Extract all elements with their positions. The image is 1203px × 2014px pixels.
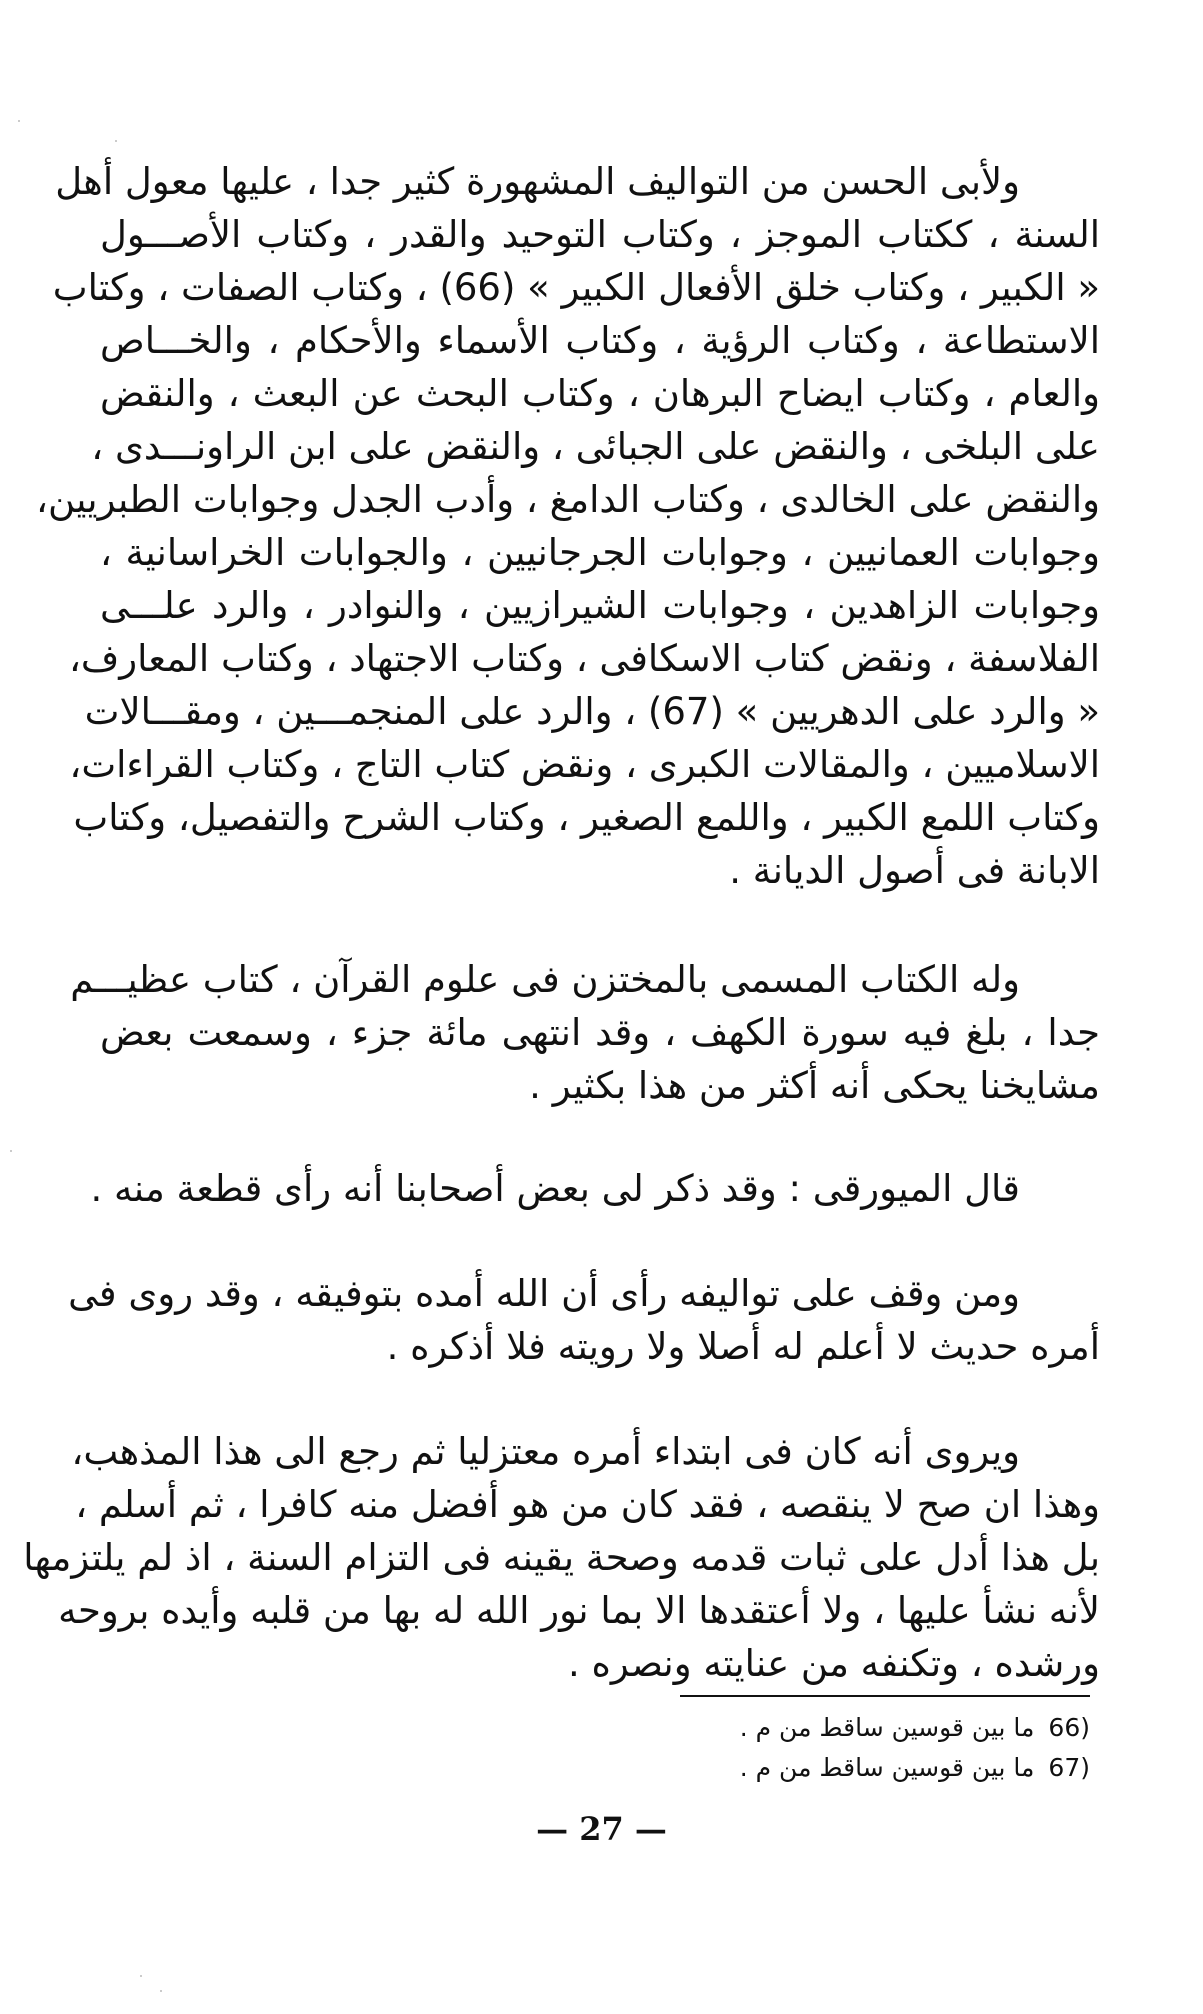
- footnotes: [600, 1708, 1090, 1788]
- footnote-text: ما بين قوسين ساقط من م .: [739, 1713, 1035, 1742]
- scan-speck: [160, 1990, 162, 1992]
- paragraph-1: [36, 155, 1100, 897]
- text-line: وكتاب اللمع الكبير ، واللمع الصغير ، وكتاب الشرح والتفصيل، وكتاب: [73, 796, 1100, 839]
- text-line: جدا ، بلغ فيه سورة الكهف ، وقد انتهى مائة جزء ، وسمعت بعض: [100, 1011, 1100, 1054]
- footnote-number: 67): [1048, 1753, 1090, 1782]
- text-line: وجوابات العمانيين ، وجوابات الجرجانيين ، والجوابات الخراسانية ،: [100, 531, 1100, 574]
- scan-speck: [10, 1150, 12, 1152]
- footnote-separator: [680, 1695, 1090, 1697]
- paragraph-2: [70, 953, 1100, 1112]
- text-line: لأنه نشأ عليها ، ولا أعتقدها الا بما نور الله له بها من قلبه وأيده بروحه: [58, 1589, 1100, 1632]
- text-line: « والرد على الدهريين » (67) ، والرد على المنجمـــين ، ومقـــالات: [84, 690, 1100, 733]
- paragraph-4: [68, 1267, 1100, 1373]
- page-number: — 27 —: [536, 1810, 667, 1848]
- text-line: ومن وقف على تواليفه رأى أن الله أمده بتوفيقه ، وقد روى فى: [68, 1272, 1020, 1315]
- scan-speck: [115, 140, 117, 142]
- footnote-67: [600, 1748, 1090, 1788]
- scan-speck: [140, 1975, 142, 1977]
- footnote-text: ما بين قوسين ساقط من م .: [739, 1753, 1035, 1782]
- text-line: الاسلاميين ، والمقالات الكبرى ، ونقض كتاب التاج ، وكتاب القراءات،: [69, 743, 1100, 786]
- text-line: قال الميورقى : وقد ذكر لى بعض أصحابنا أنه رأى قطعة منه .: [90, 1167, 1020, 1210]
- text-line: على البلخى ، والنقض على الجبائى ، والنقض على ابن الراونـــدى ،: [91, 425, 1100, 468]
- text-line: السنة ، ككتاب الموجز ، وكتاب التوحيد والقدر ، وكتاب الأصـــول: [100, 213, 1100, 256]
- text-line: ورشده ، وتكنفه من عنايته ونصره .: [568, 1642, 1100, 1685]
- paragraph-5: [23, 1425, 1100, 1690]
- footnote-66: [600, 1708, 1090, 1748]
- text-line: الاستطاعة ، وكتاب الرؤية ، وكتاب الأسماء والأحكام ، والخـــاص: [100, 319, 1100, 362]
- text-line: ويروى أنه كان فى ابتداء أمره معتزليا ثم رجع الى هذا المذهب،: [71, 1430, 1020, 1473]
- text-line: أمره حديث لا أعلم له أصلا ولا رويته فلا أذكره .: [386, 1325, 1100, 1368]
- text-line: بل هذا أدل على ثبات قدمه وصحة يقينه فى التزام السنة ، اذ لم يلتزمها: [23, 1536, 1100, 1579]
- scan-speck: [18, 120, 20, 122]
- text-line: الابانة فى أصول الديانة .: [729, 849, 1100, 892]
- text-line: وهذا ان صح لا ينقصه ، فقد كان من هو أفضل منه كافرا ، ثم أسلم ،: [75, 1483, 1100, 1526]
- text-line: ولأبى الحسن من التواليف المشهورة كثير جدا ، عليها معول أهل: [55, 160, 1020, 203]
- text-line: الفلاسفة ، ونقض كتاب الاسكافى ، وكتاب الاجتهاد ، وكتاب المعارف،: [68, 637, 1100, 680]
- text-line: والعام ، وكتاب ايضاح البرهان ، وكتاب البحث عن البعث ، والنقض: [100, 372, 1100, 415]
- paragraph-3: [90, 1162, 1100, 1215]
- text-line: مشايخنا يحكى أنه أكثر من هذا بكثير .: [529, 1064, 1100, 1107]
- text-line: وله الكتاب المسمى بالمختزن فى علوم القرآن ، كتاب عظيـــم: [70, 958, 1020, 1001]
- text-line: « الكبير ، وكتاب خلق الأفعال الكبير » (66) ، وكتاب الصفات ، وكتاب: [52, 266, 1100, 309]
- footnote-number: 66): [1048, 1713, 1090, 1742]
- text-line: وجوابات الزاهدين ، وجوابات الشيرازيين ، والنوادر ، والرد علـــى: [100, 584, 1100, 627]
- main-text: [23, 155, 1100, 1690]
- text-line: والنقض على الخالدى ، وكتاب الدامغ ، وأدب الجدل وجوابات الطبريين،: [36, 478, 1100, 521]
